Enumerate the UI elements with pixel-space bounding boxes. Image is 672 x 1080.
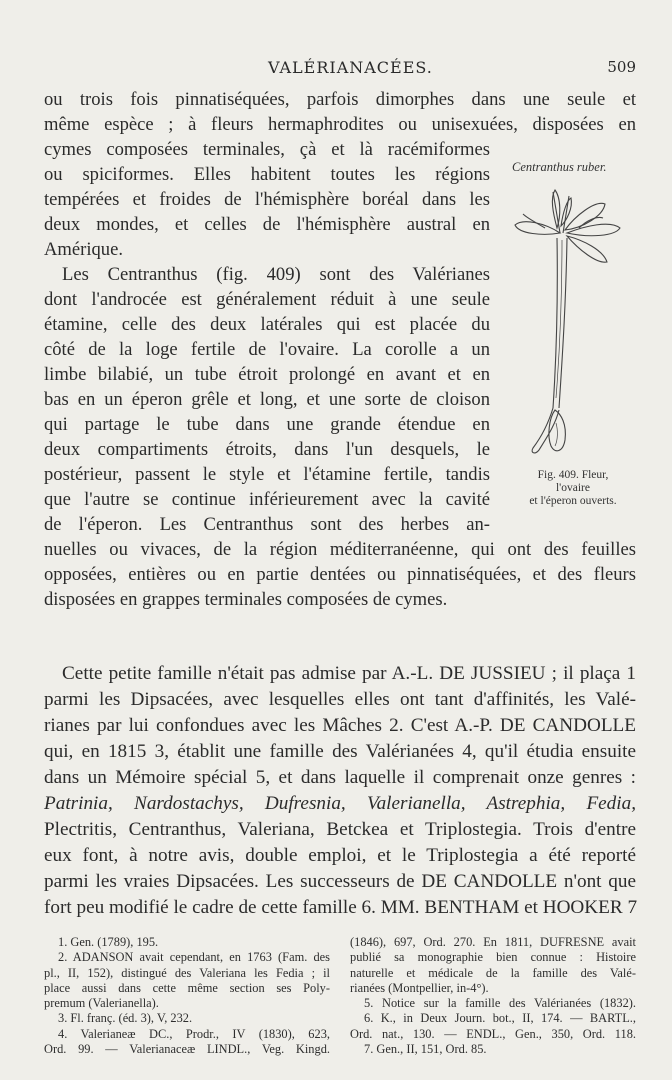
history-line: dans un Mémoire spécial 5, et dans laquelle il comprenait onze genres :	[44, 767, 636, 788]
body-line: ou spiciformes. Elles habitent toutes les régions	[44, 164, 490, 185]
figure-caption-line: Fig. 409. Fleur,	[537, 469, 609, 481]
figure-caption-line: et l'éperon ouverts.	[529, 495, 617, 507]
body-line: opposées, entières ou en partie dentées ou pinnatiséquées, et des fleurs	[44, 564, 636, 585]
page-number: 509	[607, 58, 636, 76]
body-line: limbe bilabié, un tube étroit prolongé en avant et en	[44, 364, 490, 385]
footnote-line: 4. Valerianeæ DC., Prodr., IV (1830), 623,	[58, 1026, 330, 1041]
body-line: Amérique.	[44, 239, 123, 260]
footnote-line: Ord. nat., 130. — ENDL., Gen., 350, Ord. 118.	[350, 1026, 636, 1041]
footnote-line: naturelle et médicale de la famille des Valé-	[350, 965, 636, 980]
history-line: eux font, à notre avis, double emploi, et le Triplostegia a été reporté	[44, 845, 636, 866]
body-line: cymes composées terminales, çà et là racémiformes	[44, 139, 490, 160]
footnote-line: (1846), 697, Ord. 270. En 1811, DUFRESNE avait	[350, 935, 636, 949]
body-line: que l'autre se continue inférieurement avec la cavité	[44, 489, 490, 510]
footnotes-right	[350, 935, 636, 1057]
footnote-line: 1. Gen. (1789), 195.	[58, 935, 159, 949]
footnote-line: 5. Notice sur la famille des Valérianées (1832).	[364, 996, 636, 1011]
footnote-line: publié sa monographie bien connue : Histoire	[350, 950, 636, 965]
body-line: deux mondes, et celles de l'hémisphère austral en	[44, 214, 490, 235]
history-line: Patrinia, Nardostachys, Dufresnia, Valerianella, Astrephia, Fedia,	[44, 793, 636, 814]
footnote-line: premum (Valerianella).	[44, 996, 159, 1011]
body-line: dont l'androcée est généralement réduit à une seule	[44, 289, 490, 310]
history-line: rianes par lui confondues avec les Mâches 2. C'est A.-P. DE CANDOLLE	[44, 715, 636, 736]
body-line: Les Centranthus (fig. 409) sont des Valérianes	[62, 264, 490, 285]
footnotes-left	[44, 935, 330, 1057]
body-line: postérieur, passent le style et l'étamine fertile, tandis	[44, 464, 490, 485]
history-line: fort peu modifié le cadre de cette famille 6. MM. BENTHAM et HOOKER 7	[44, 897, 638, 918]
body-line: de l'éperon. Les Centranthus sont des herbes an-	[44, 514, 490, 535]
figure-caption	[508, 469, 638, 508]
history-line: parmi les Dipsacées, avec lesquelles elles ont tant d'affinités, les Valé-	[44, 689, 636, 710]
history-line: qui, en 1815 3, établit une famille des Valérianées 4, qu'il étudia ensuite	[44, 741, 636, 762]
footnote-line: 7. Gen., II, 151, Ord. 85.	[364, 1042, 487, 1057]
body-line: deux compartiments étroits, dans l'un desquels, le	[44, 439, 490, 460]
figure-title: Centranthus ruber.	[512, 160, 607, 174]
history-line: parmi les vraies Dipsacées. Les successeurs de DE CANDOLLE n'ont que	[44, 871, 636, 892]
footnote-line: place aussi dans cette même section ses Poly-	[44, 980, 330, 995]
footnote-line: 3. Fl. franç. (éd. 3), V, 232.	[58, 1011, 193, 1026]
footnote-line: 2. ADANSON avait cependant, en 1763 (Fam. des	[58, 950, 330, 965]
body-line: côté de la loge fertile de l'ovaire. La corolle a un	[44, 339, 490, 360]
body-line: étamine, celle des deux latérales qui est placée du	[44, 314, 490, 335]
page-header	[0, 58, 672, 82]
body-line: bas en un éperon grêle et long, et une sorte de cloison	[44, 389, 490, 410]
body-line: qui partage le tube dans une grande étendue en	[44, 414, 490, 435]
body-line: tempérées et froides de l'hémisphère boréal dans les	[44, 189, 490, 210]
centranthus-flower-illustration	[505, 178, 635, 478]
footnote-line: pl., II, 152), distingué des Valeriana les Fedia ; il	[44, 965, 330, 980]
history-line: Plectritis, Centranthus, Valeriana, Betckea et Triplostegia. Trois d'entre	[44, 819, 636, 840]
body-line: ou trois fois pinnatiséquées, parfois dimorphes dans une seule et	[44, 89, 636, 110]
body-line: même espèce ; à fleurs hermaphrodites ou unisexuées, disposées en	[44, 114, 636, 135]
history-line: Cette petite famille n'était pas admise par A.-L. DE JUSSIEU ; il plaça 1	[62, 663, 636, 684]
footnote-line: rianées (Montpellier, in-4°).	[350, 980, 489, 995]
body-line: nuelles ou vivaces, de la région méditerranéenne, qui ont des feuilles	[44, 539, 636, 560]
figure-caption-line: l'ovaire	[555, 482, 590, 494]
footnote-line: 6. K., in Deux Journ. bot., II, 174. — BARTL.,	[364, 1011, 636, 1026]
body-line: disposées en grappes terminales composées de cymes.	[44, 589, 448, 610]
footnote-line: Ord. 99. — Valerianaceæ LINDL., Veg. Kingd.	[44, 1042, 330, 1057]
running-title: VALÉRIANACÉES.	[268, 58, 433, 77]
